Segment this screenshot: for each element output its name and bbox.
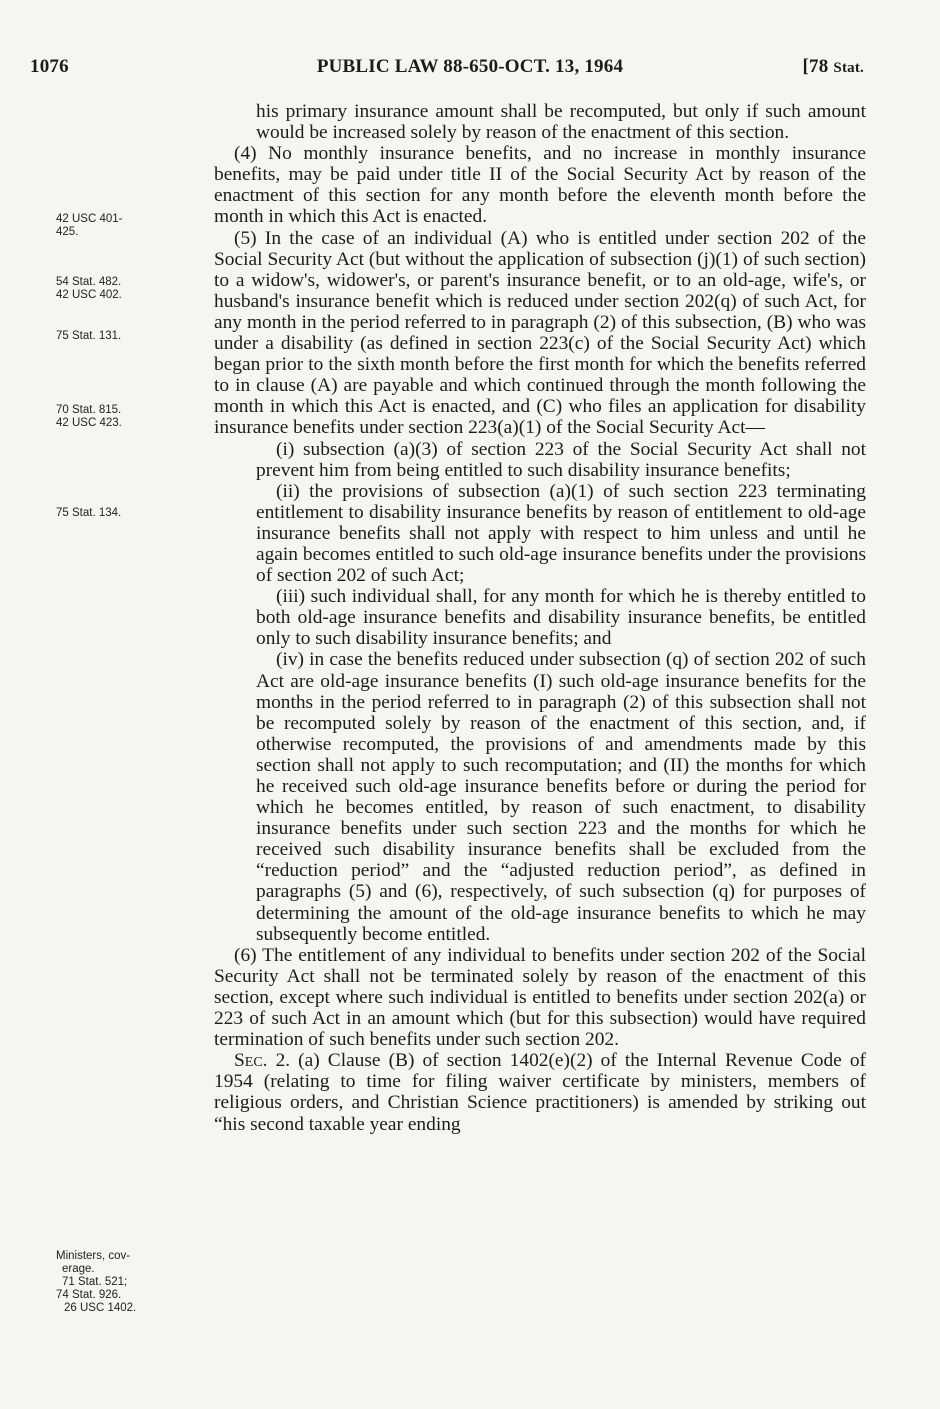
header-title: PUBLIC LAW 88-650-OCT. 13, 1964 <box>316 56 624 77</box>
clause-i: (i) subsection (a)(3) of section 223 of the Social Security Act shall not prevent him from being entitled to such disability insurance benefits; <box>256 438 866 481</box>
margin-note: 70 Stat. 815. 42 USC 423. <box>56 404 122 429</box>
margin-note-sidenote: Ministers, cov- erage. 71 Stat. 521; 74 Stat. 926. 26 USC 1402. <box>56 1250 137 1314</box>
volume-reference: [78 Stat. <box>802 56 864 77</box>
section-2-text: (a) Clause (B) of section 1402(e)(2) of the Internal Revenue Code of 1954 (relating to time for filing waiver certificate by ministers, members of religious orders, and Christian Science practitioners) is amended by striking out “his second taxable year ending <box>214 1050 866 1135</box>
section-2 <box>214 1050 866 1134</box>
margin-note: 75 Stat. 134. <box>56 507 122 519</box>
page-number: 1076 <box>30 56 69 77</box>
paragraph-continued: his primary insurance amount shall be recomputed, but only if such amount would be increased solely by reason of the enactment of this section. <box>256 101 866 144</box>
clause-ii: (ii) the provisions of subsection (a)(1) of such section 223 terminating entitlement to disability insurance benefits by reason of entitlement to old-age insurance benefits shall not apply with respect to him unless and until he again becomes entitled to such old-age insurance benefits under the provisions of section 202 of such Act; <box>256 480 866 587</box>
volume-stat-label: Stat. <box>833 60 864 76</box>
paragraph-5: (5) In the case of an individual (A) who is entitled under section 202 of the Social Security Act (but without the application of subsection (j)(1) of such section) to a widow's, widower's, or parent's insurance benefit, or to an old-age, wife's, or husband's insurance benefit which is reduced under section 202(q) of such Act, for any month in the period referred to in paragraph (2) of this subsection, (B) who was under a disability (as defined in section 223(c) of the Social Security Act) which began prior to the sixth month before the first month for which the benefits referred to in clause (A) are payable and which continued through the month following the month in which this Act is enacted, and (C) who files an application for disability insurance benefits under section 223(a)(1) of the Social Security Act— <box>214 227 866 439</box>
clause-iii: (iii) such individual shall, for any month for which he is thereby entitled to both old-age insurance benefits and disability insurance benefits, be entitled only to such disability insurance benefits; and <box>256 586 866 650</box>
margin-note: 42 USC 401- 425. <box>56 213 123 238</box>
paragraph-6: (6) The entitlement of any individual to benefits under section 202 of the Social Security Act shall not be terminated solely by reason of the enactment of this section, except where such individual is entitled to benefits under section 202(a) or 223 of such Act in an amount which (but for this subsection) would have required termination of such benefits under such section 202. <box>214 944 866 1051</box>
paragraph-4: (4) No monthly insurance benefits, and no increase in monthly insurance benefits, may be paid under title II of the Social Security Act by reason of the enactment of this section for any month before the eleventh month before the month in which this Act is enacted. <box>214 143 866 228</box>
clause-iv: (iv) in case the benefits reduced under subsection (q) of section 202 of such Act are old-age insurance benefits (I) such old-age insurance benefits for the months in the period referred to in paragraph (2) of this subsection shall not be recomputed solely by reason of the enactment of this section, and, if otherwise recomputed, the provisions of and amendments made by this section shall not apply to such recomputation; and (II) the months for which he received such old-age insurance benefits before or during the period for which he becomes entitled, by reason of such enactment, to disability insurance benefits under such section 223 and the months for which he received such disability insurance benefits shall be excluded from the “reduction period” and the “adjusted reduction period”, as defined in paragraphs (5) and (6), respectively, of such subsection (q) for purposes of determining the amount of the old-age insurance benefits to which he may subsequently become entitled. <box>256 649 866 945</box>
margin-note: 75 Stat. 131. <box>56 330 122 342</box>
running-header <box>0 56 940 88</box>
section-2-label: Sec. 2. <box>234 1050 291 1072</box>
margin-note: 54 Stat. 482. 42 USC 402. <box>56 276 122 301</box>
statute-body <box>214 101 866 1135</box>
